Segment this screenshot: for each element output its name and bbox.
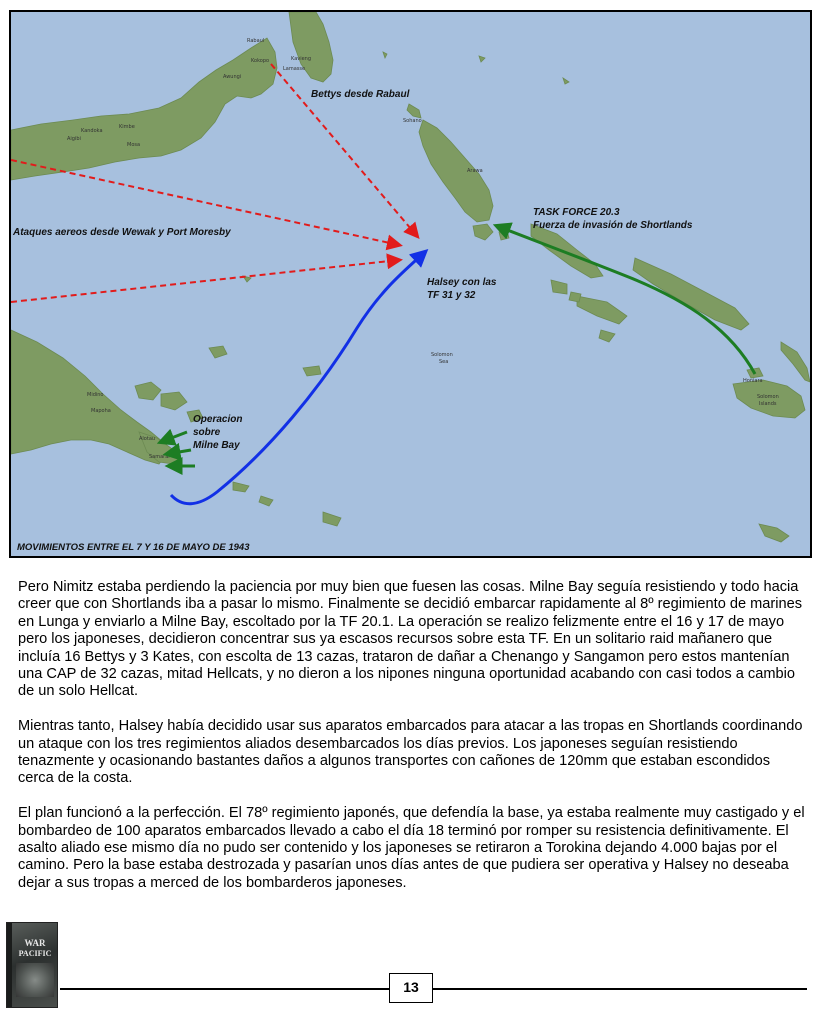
label-halsey-2: TF 31 y 32 [427, 290, 476, 301]
footer-rule-right [433, 988, 807, 990]
label-task-force-2: Fuerza de invasión de Shortlands [533, 220, 693, 231]
label-task-force-1: TASK FORCE 20.3 [533, 207, 620, 218]
paragraph-3: El plan funcionó a la perfección. El 78º regimiento japonés, que defendía la base, ya estaba realmente muy castigado y el bombardeo de 100 aparatos embarcados llevado a cabo el día 18 terminó por romper su resistencia definitivamente. El asalto aliado ese mismo día no pudo ser contenido y los japoneses se retiraron a Torokina dejando 4.000 bajas por el camino. Pero la base estaba destrozada y pasarían unos días antes de que pudiera ser operativa y Halsey no deseaba dejar a sus tropas a merced de los bombarderos japoneses. [18, 805, 805, 891]
book-title-1: WAR [24, 938, 46, 948]
place-awungi: Awungi [223, 74, 242, 80]
place-alotau: Alotau [139, 436, 156, 442]
label-ataques: Ataques aereos desde Wewak y Port Moresby [13, 227, 231, 238]
map-caption: MOVIMIENTOS ENTRE EL 7 Y 16 DE MAYO DE 1943 [17, 542, 250, 553]
place-rabaul: Rabaul [247, 38, 265, 44]
place-lamasse: Lamasse [283, 66, 306, 72]
book-spine [7, 923, 12, 1007]
game-box-image [6, 922, 58, 1008]
label-bettys: Bettys desde Rabaul [311, 89, 410, 100]
paragraph-1: Pero Nimitz estaba perdiendo la paciencia por muy bien que fuesen las cosas. Milne Bay seguía resistiendo y todo hacia creer que con Shortlands iba a pasar lo mismo. Finalmente se decidió embarcar rapidamente al 8º regimiento de marines en Lunga y enviarlo a Milne Bay, escoltado por la TF 20.1. La operación se realizo felizmente entre el 16 y 17 de mayo pero los japoneses, decidieron concentrar sus ya escasos recursos sobre esta TF. En un solitario raid mañanero que incluía 16 Bettys y 3 Kates, con escolta de 13 cazas, trataron de dañar a Chenango y Sangamon pero estos mantenían una CAP de 32 cazas, mitad Hellcats, y no dieron a los nipones ninguna oportunidad acabando con casi todos a cambio de un solo Hellcat. [18, 579, 803, 700]
place-kavieng: Kavieng [291, 56, 312, 62]
map-svg [11, 12, 810, 556]
place-kokopo: Kokopo [251, 58, 270, 64]
place-samarai: Samarai [149, 454, 170, 460]
label-operacion-1: Operacion [193, 414, 243, 425]
place-solomon-islands-1: Solomon [757, 394, 779, 400]
article-body [18, 579, 808, 910]
place-kandoka: Kandoka [81, 128, 103, 134]
place-mosa: Mosa [127, 142, 141, 148]
place-kimbe: Kimbe [119, 124, 135, 130]
place-arawa: Arawa [467, 168, 483, 174]
footer-rule-left [60, 988, 389, 990]
place-mapoha: Mapoha [91, 408, 111, 414]
place-solomon-sea-2: Sea [439, 359, 449, 365]
label-halsey-1: Halsey con las [427, 277, 497, 288]
place-midino: Midino [87, 392, 104, 398]
label-operacion-3: Milne Bay [193, 440, 240, 451]
place-solomon-islands-2: Islands [759, 401, 777, 407]
place-aigibi: Aigibi [67, 136, 81, 142]
page-number: 13 [389, 973, 433, 1003]
paragraph-2: Mientras tanto, Halsey había decidido usar sus aparatos embarcados para atacar a las tropas en Shortlands coordinando un ataque con los tres regimientos aliados desembarcados los días previos. Los japoneses seguían resistiendo tenazmente y ocasionando bastantes daños a algunos transportes con cañones de 120mm que estaban escondidos cerca de la costa. [18, 718, 803, 787]
campaign-map [9, 10, 812, 558]
place-sohano: Sohano [403, 118, 422, 124]
label-operacion-2: sobre [193, 427, 221, 438]
book-cover-art [16, 963, 54, 997]
book-title-2: PACIFIC [18, 949, 52, 958]
kolombangara [569, 292, 581, 302]
place-solomon-sea-1: Solomon [431, 352, 453, 358]
place-honiara: Honiara [743, 378, 763, 384]
